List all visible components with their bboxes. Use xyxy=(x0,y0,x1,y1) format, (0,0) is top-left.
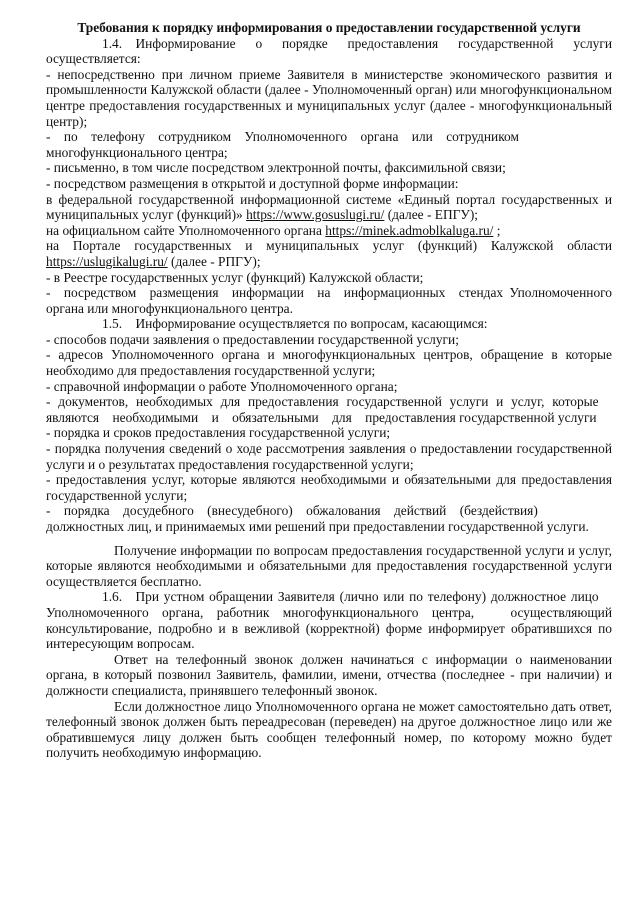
list-item-services: - предоставления услуг, которые являются необходимыми и обязательными для предоставления государственной услуги; xyxy=(46,472,612,503)
paragraph-epgu xyxy=(46,192,612,223)
paragraph-redirect: Если должностное лицо Уполномоченного органа не может самостоятельно дать ответ, телефонный звонок должен быть переадресован (переведен) на другое должностное лицо или же обратившемуся лицу должен быть сообщен телефонный номер, по которому можно будет получить необходимую информацию. xyxy=(46,698,612,761)
document-title: Требования к порядку информирования о предоставлении государственной услуги xyxy=(77,20,581,35)
list-item-personal: - непосредственно при личном приеме Заявителя в министерстве экономического развития и промышленности Калужской области (далее - Уполномоченный орган) или многофункциональном центре предоставления государственных и муниципальных услуг (далее - многофункциональный центр); xyxy=(46,66,612,129)
list-item-submission: - способов подачи заявления о предоставлении государственной услуги; xyxy=(46,331,459,347)
paragraph-1-6: 1.6. При устном обращении Заявителя (лично или по телефону) должностное лицо Уполномоченного органа, работник многофункционального центра, осуществляющий консультирование, подробно и в вежливой (корректной) форме информирует обратившихся по интересующим вопросам. xyxy=(46,589,612,652)
list-item-appeal: - порядка досудебного (внесудебного) обжалования действий (бездействия) должностных лиц, и принимаемых ими решений при предоставлении государственной услуги. xyxy=(46,503,589,534)
list-item-registry: - в Реестре государственных услуг (функций) Калужской области; xyxy=(46,269,424,285)
gosuslugi-link[interactable]: https://www.gosuslugi.ru/ xyxy=(246,207,385,223)
paragraph-1-4: 1.4. Информирование о порядке предоставления государственной услуги осуществляется: xyxy=(46,35,612,67)
list-item-status: - порядка получения сведений о ходе рассмотрения заявления о предоставлении государственной услуги и о результатах предоставления государственной услуги; xyxy=(46,441,612,472)
list-item-terms: - порядка и сроков предоставления государственной услуги; xyxy=(46,425,391,441)
rpgu-text-before: на Портале государственных и муниципальных услуг (функций) Калужской области xyxy=(46,238,612,254)
official-site-text-after: ; xyxy=(493,222,501,238)
paragraph-rpgu xyxy=(46,238,612,269)
uslugikalugi-link[interactable]: https://uslugikalugi.ru/ xyxy=(46,253,168,269)
paragraph-free-of-charge: Получение информации по вопросам предоставления государственной услуги и услуг, которые являются необходимыми и обязательными для предоставления государственной услуги осуществляется бесплатно. xyxy=(46,542,612,589)
paragraph-official-site xyxy=(46,223,612,239)
list-item-addresses: - адресов Уполномоченного органа и многофункциональных центров, обращение в которые необходимо для предоставления государственной услуги; xyxy=(46,347,612,379)
minek-link[interactable]: https://minek.admoblkaluga.ru/ xyxy=(325,222,494,238)
epgu-text-after: (далее - ЕПГУ); xyxy=(384,207,479,223)
epgu-text-before: в федеральной государственной информационной системе «Единый портал государственных и муниципальных услуг (функций)» xyxy=(46,191,612,223)
list-item-publication: - посредством размещения в открытой и доступной форме информации: xyxy=(46,175,459,191)
list-item-stands: - посредством размещения информации на информационных стендах Уполномоченного органа или многофункционального центра. xyxy=(46,285,612,316)
list-item-phone: - по телефону сотрудником Уполномоченного органа или сотрудником многофункционального центра; xyxy=(46,129,519,160)
list-item-written: - письменно, в том числе посредством электронной почты, факсимильной связи; xyxy=(46,160,506,176)
rpgu-text-after: (далее - РПГУ); xyxy=(167,253,261,269)
official-site-text-before: на официальном сайте Уполномоченного органа xyxy=(46,222,326,238)
list-item-reference: - справочной информации о работе Уполномоченного органа; xyxy=(46,378,398,394)
paragraph-1-5: 1.5. Информирование осуществляется по вопросам, касающимся: xyxy=(102,316,488,332)
list-item-documents: - документов, необходимых для предоставления государственной услуги и услуг, которые являются необходимыми и обязательными для предоставления государственной услуги xyxy=(46,394,612,425)
paragraph-phone-answer: Ответ на телефонный звонок должен начинаться с информации о наименовании органа, в который позвонил Заявитель, фамилии, имени, отчества (последнее - при наличии) и должности специалиста, принявшего телефонный звонок. xyxy=(46,651,612,698)
